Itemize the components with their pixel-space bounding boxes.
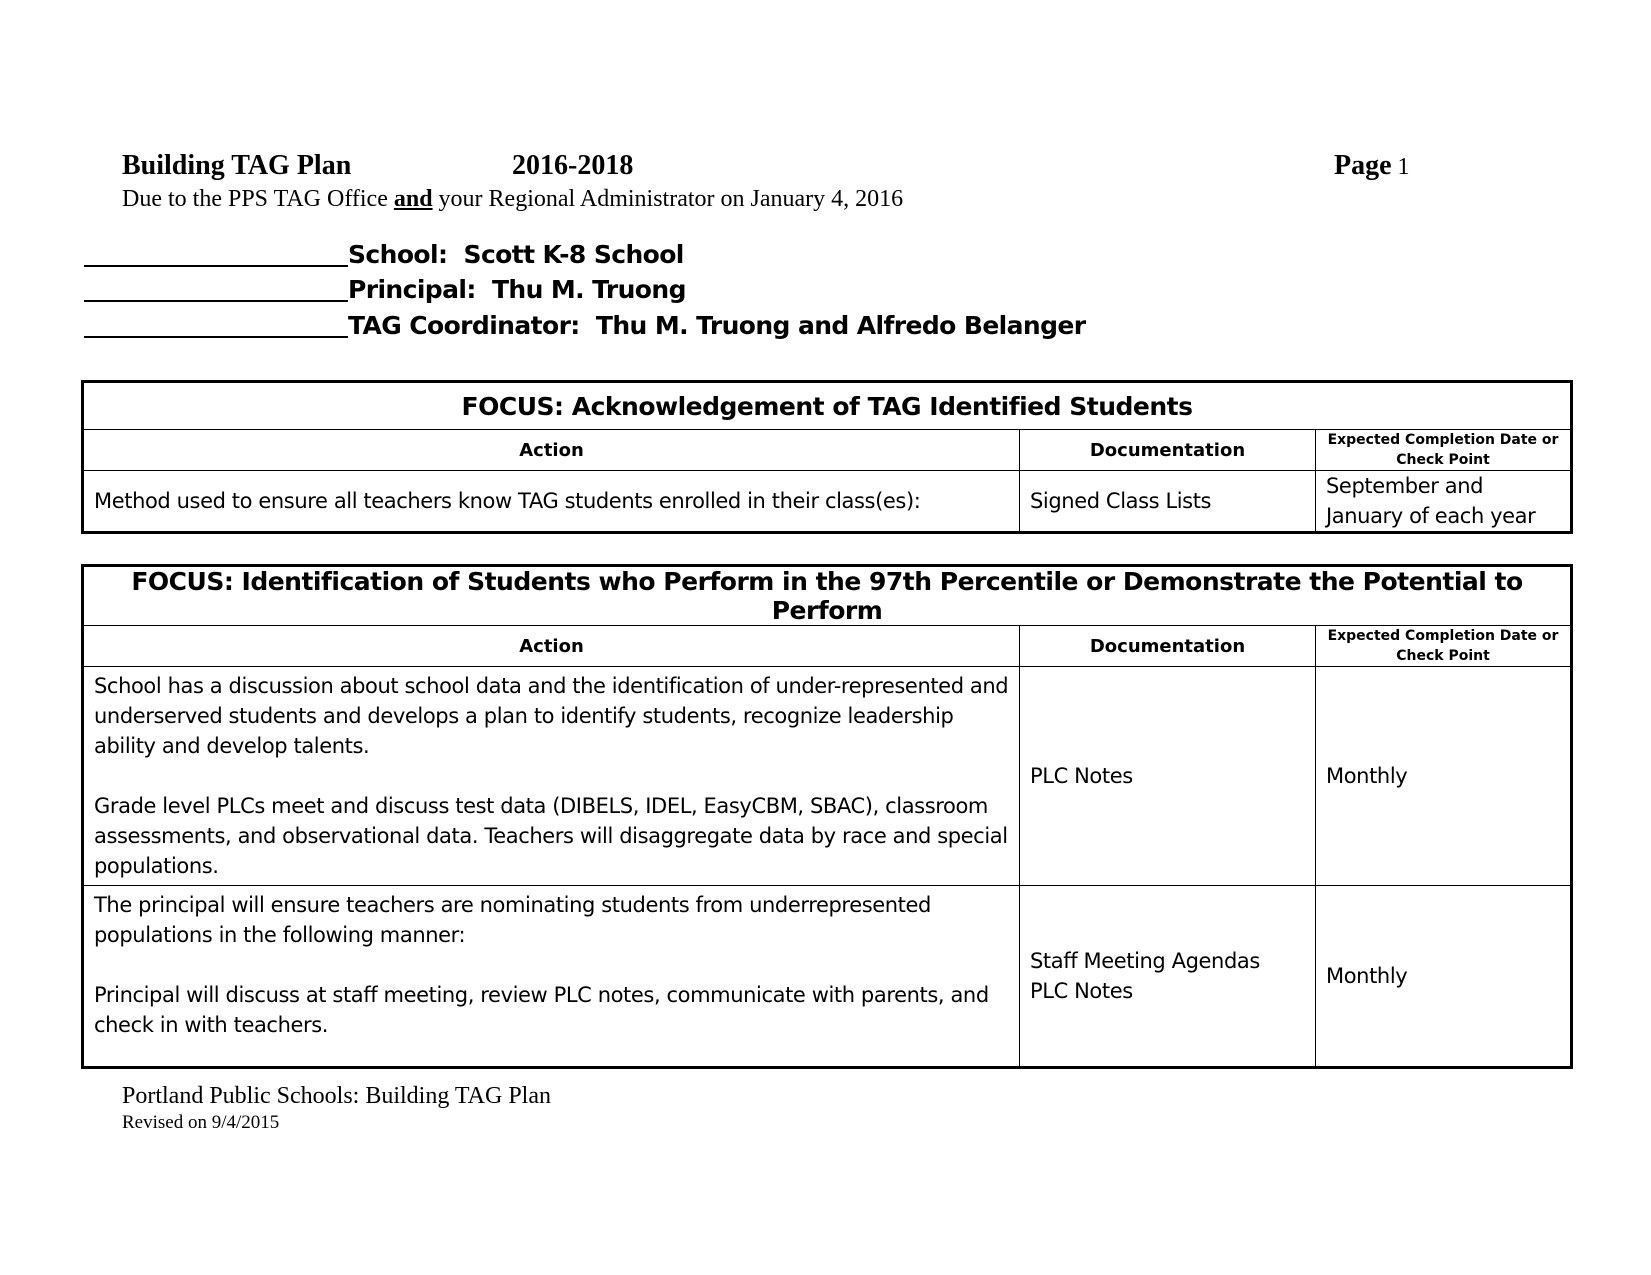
documentation-cell: Signed Class Lists: [1020, 471, 1316, 533]
focus-title: FOCUS: Identification of Students who Perform in the 97th Percentile or Demonstrate the Potential to Perform: [83, 566, 1572, 626]
school-line: [84, 240, 684, 269]
focus-title: FOCUS: Acknowledgement of TAG Identified Students: [83, 382, 1572, 430]
expected-cell: Monthly: [1316, 667, 1572, 886]
principal-text: Principal: Thu M. Truong: [348, 275, 686, 304]
focus-table-identification: [81, 564, 1573, 1069]
footer-title: Portland Public Schools: Building TAG Plan: [122, 1083, 551, 1109]
school-text: School: Scott K-8 School: [348, 240, 684, 269]
action-cell: [83, 886, 1020, 1068]
due-suffix: your Regional Administrator on January 4, 2016: [432, 186, 904, 212]
signature-blank: [84, 312, 348, 338]
column-header-expected: Expected Completion Date or Check Point: [1316, 430, 1572, 471]
plan-title: Building TAG Plan: [122, 150, 352, 181]
documentation-cell: PLC Notes: [1020, 667, 1316, 886]
due-prefix: Due to the PPS TAG Office: [122, 186, 394, 212]
focus-table-acknowledgement: [81, 380, 1573, 534]
due-notice: [122, 186, 903, 213]
table-row: [83, 886, 1572, 1068]
coordinator-text: TAG Coordinator: Thu M. Truong and Alfredo Belanger: [348, 311, 1086, 340]
column-header-action: Action: [83, 430, 1020, 471]
table-row: [83, 667, 1572, 886]
action-cell: Method used to ensure all teachers know TAG students enrolled in their class(es):: [83, 471, 1020, 533]
action-paragraph: Grade level PLCs meet and discuss test data (DIBELS, IDEL, EasyCBM, SBAC), classroom assessments, and observational data. Teachers will disaggregate data by race and special populations.: [94, 794, 1008, 878]
coordinator-line: [84, 311, 1086, 340]
action-paragraph: School has a discussion about school data and the identification of under-represented and underserved students and develops a plan to identify students, recognize leadership ability and develop talents.: [94, 674, 1009, 758]
due-emphasis: and: [393, 186, 433, 212]
page-number: 1: [1397, 154, 1410, 180]
documentation-line: Staff Meeting Agendas: [1030, 949, 1260, 973]
expected-cell: Monthly: [1316, 886, 1572, 1068]
expected-cell: September and January of each year: [1316, 471, 1572, 533]
principal-line: [84, 275, 686, 304]
action-paragraph: Principal will discuss at staff meeting, review PLC notes, communicate with parents, and check in with teachers.: [94, 983, 989, 1037]
page-indicator: [1334, 150, 1410, 182]
table-row: [83, 471, 1572, 533]
plan-years: 2016-2018: [512, 150, 634, 181]
documentation-line: PLC Notes: [1030, 979, 1133, 1003]
signature-blank: [84, 276, 348, 302]
action-paragraph: The principal will ensure teachers are nominating students from underrepresented populations in the following manner:: [94, 893, 931, 947]
column-header-documentation: Documentation: [1020, 626, 1316, 667]
column-header-action: Action: [83, 626, 1020, 667]
signature-blank: [84, 241, 348, 267]
page-label: Page: [1334, 150, 1392, 181]
column-header-documentation: Documentation: [1020, 430, 1316, 471]
documentation-cell: [1020, 886, 1316, 1068]
column-header-expected: Expected Completion Date or Check Point: [1316, 626, 1572, 667]
action-cell: [83, 667, 1020, 886]
footer-revised: Revised on 9/4/2015: [122, 1112, 280, 1133]
